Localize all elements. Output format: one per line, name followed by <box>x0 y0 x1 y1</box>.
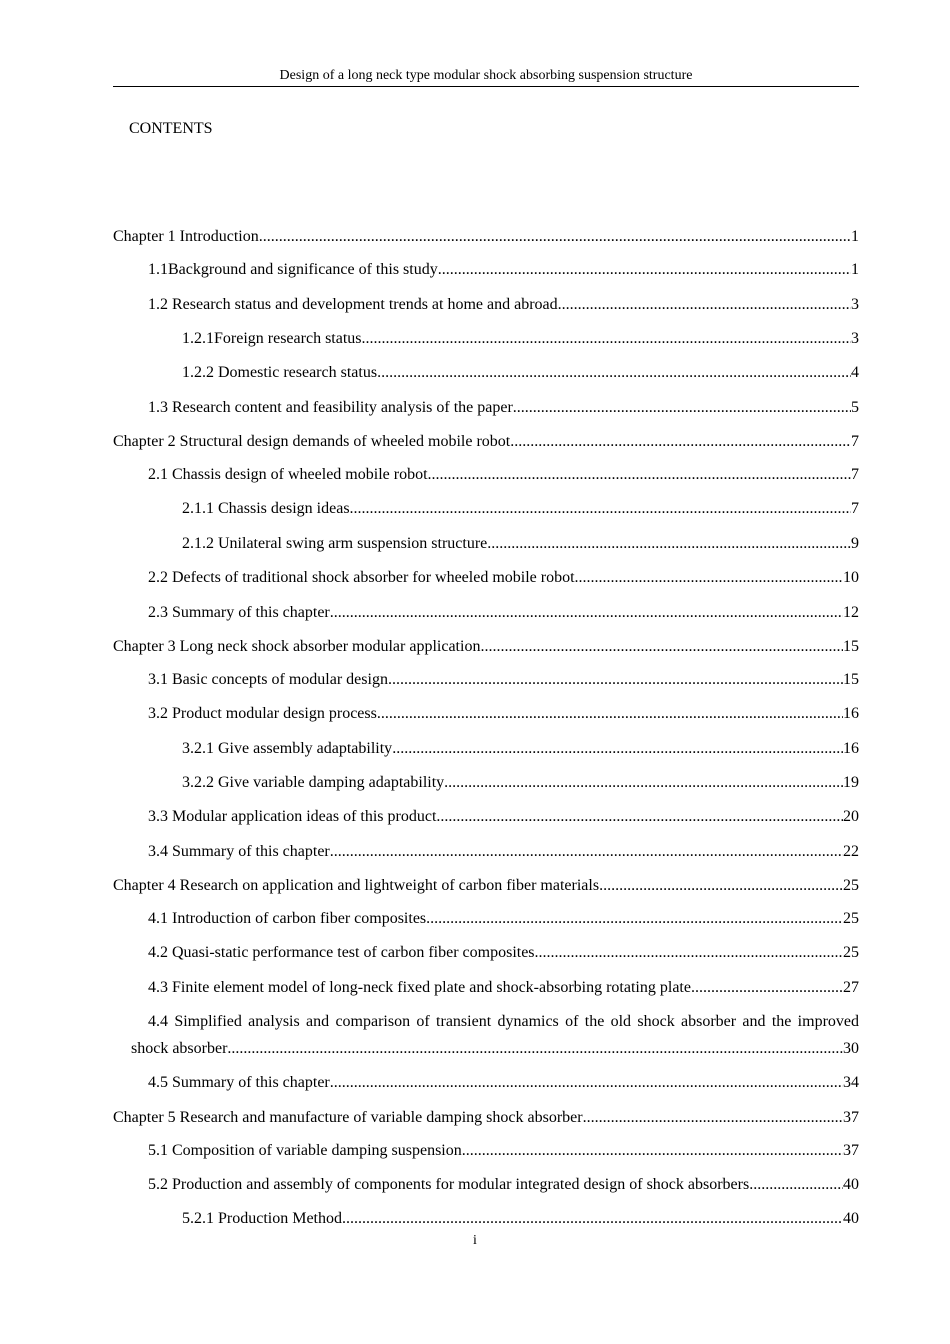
page-number: i <box>473 1233 477 1248</box>
toc-page-number: 25 <box>843 877 859 894</box>
toc-page-number: 19 <box>843 774 859 791</box>
toc-section-entry[interactable] <box>148 978 859 998</box>
dot-leader <box>480 637 843 657</box>
toc-section-entry[interactable] <box>148 704 859 724</box>
toc-chapter-entry[interactable] <box>113 1108 859 1128</box>
toc-page-number: 12 <box>843 604 859 621</box>
dot-leader <box>513 398 851 418</box>
toc-chapter-entry[interactable] <box>113 227 859 247</box>
dot-leader <box>558 295 851 315</box>
toc-page-number: 4 <box>851 364 859 381</box>
toc-section-entry[interactable] <box>148 398 859 418</box>
toc-section-entry[interactable] <box>148 568 859 588</box>
toc-entry-title: 3.3 Modular application ideas of this product <box>148 808 437 825</box>
toc-entry-title-continued <box>131 1035 859 1062</box>
toc-entry-title: 3.1 Basic concepts of modular design <box>148 671 388 688</box>
dot-leader <box>392 739 843 759</box>
toc-page-number: 37 <box>843 1142 859 1159</box>
toc-entry-title: 3.2.1 Give assembly adaptability <box>182 740 393 757</box>
toc-page-number: 7 <box>851 433 859 450</box>
toc-entry-title: 1.2.2 Domestic research status <box>182 364 378 381</box>
dot-leader <box>749 1175 843 1195</box>
toc-entry-title-line2: shock absorber <box>131 1040 228 1057</box>
dot-leader <box>535 943 843 963</box>
toc-page-number: 20 <box>843 808 859 825</box>
toc-section-entry[interactable] <box>148 1073 859 1093</box>
toc-subsection-entry[interactable] <box>182 773 859 793</box>
toc-page-number: 10 <box>843 569 859 586</box>
toc-entry-title: 2.3 Summary of this chapter <box>148 604 330 621</box>
toc-section-entry[interactable] <box>148 909 859 929</box>
dot-leader <box>599 876 843 896</box>
toc-page-number: 3 <box>851 330 859 347</box>
toc-page-number: 7 <box>851 500 859 517</box>
toc-page-number: 7 <box>851 466 859 483</box>
toc-entry-title: 2.1 Chassis design of wheeled mobile robot <box>148 466 428 483</box>
toc-subsection-entry[interactable] <box>182 534 859 554</box>
toc-section-entry[interactable] <box>148 670 859 690</box>
toc-subsection-entry[interactable] <box>182 363 859 383</box>
toc-section-entry[interactable] <box>148 1175 859 1195</box>
toc-entry-title: 4.5 Summary of this chapter <box>148 1074 330 1091</box>
toc-page-number: 40 <box>843 1210 859 1227</box>
dot-leader <box>227 1035 843 1062</box>
toc-section-entry[interactable] <box>148 842 859 862</box>
toc-subsection-entry[interactable] <box>182 329 859 349</box>
toc-entry-title: 3.2.2 Give variable damping adaptability <box>182 774 445 791</box>
toc-page-number: 15 <box>843 638 859 655</box>
toc-section-entry[interactable] <box>148 260 859 280</box>
toc-entry-title: 4.3 Finite element model of long-neck fixed plate and shock-absorbing rotating plate <box>148 979 691 996</box>
contents-title: CONTENTS <box>129 120 213 137</box>
dot-leader <box>691 978 843 998</box>
toc-page-number: 25 <box>843 944 859 961</box>
toc-page-number: 3 <box>851 296 859 313</box>
dot-leader <box>583 1108 843 1128</box>
toc-section-entry[interactable] <box>148 807 859 827</box>
toc-entry-title: 3.4 Summary of this chapter <box>148 843 330 860</box>
dot-leader <box>362 329 851 349</box>
toc-entry[interactable] <box>131 1008 859 1062</box>
toc-page-number: 34 <box>843 1074 859 1091</box>
toc-chapter-entry[interactable] <box>113 637 859 657</box>
toc-page-number: 1 <box>851 228 859 245</box>
dot-leader <box>388 670 843 690</box>
toc-page-number: 22 <box>843 843 859 860</box>
toc-entry-title: 1.2 Research status and development trends at home and abroad <box>148 296 558 313</box>
dot-leader <box>330 1073 843 1093</box>
toc-page-number: 27 <box>843 979 859 996</box>
dot-leader <box>377 704 843 724</box>
toc-entry-title: 1.1Background and significance of this study <box>148 261 438 278</box>
toc-section-entry[interactable] <box>148 603 859 623</box>
dot-leader <box>462 1141 843 1161</box>
toc-entry-title: 4.2 Quasi-static performance test of carbon fiber composites <box>148 944 535 961</box>
toc-chapter-entry[interactable] <box>113 876 859 896</box>
toc-section-entry[interactable] <box>148 1141 859 1161</box>
toc-page-number: 16 <box>843 740 859 757</box>
toc-entry-title: 5.1 Composition of variable damping suspension <box>148 1142 462 1159</box>
dot-leader <box>377 363 851 383</box>
toc-entry-title: Chapter 1 Introduction <box>113 228 259 245</box>
toc-page-number: 15 <box>843 671 859 688</box>
dot-leader <box>444 773 843 793</box>
toc-chapter-entry[interactable] <box>113 432 859 452</box>
dot-leader <box>330 603 843 623</box>
toc-entry-title: 4.1 Introduction of carbon fiber composites <box>148 910 427 927</box>
toc-subsection-entry[interactable] <box>182 1209 859 1229</box>
toc-entry-title: 2.2 Defects of traditional shock absorber for wheeled mobile robot <box>148 569 575 586</box>
toc-subsection-entry[interactable] <box>182 739 859 759</box>
toc-page-number: 30 <box>843 1040 859 1057</box>
toc-page-number: 5 <box>851 399 859 416</box>
dot-leader <box>259 227 851 247</box>
toc-entry-title: Chapter 3 Long neck shock absorber modular application <box>113 638 481 655</box>
dot-leader <box>330 842 843 862</box>
toc-entry-title: 2.1.1 Chassis design ideas <box>182 500 350 517</box>
toc-page-number: 9 <box>851 535 859 552</box>
running-header: Design of a long neck type modular shock absorbing suspension structure <box>113 67 859 87</box>
dot-leader <box>487 534 851 554</box>
toc-section-entry[interactable] <box>148 295 859 315</box>
toc-page-number: 25 <box>843 910 859 927</box>
dot-leader <box>438 260 851 280</box>
dot-leader <box>428 465 851 485</box>
toc-page-number: 37 <box>843 1109 859 1126</box>
dot-leader <box>350 499 851 519</box>
toc-entry-title: 5.2 Production and assembly of components for modular integrated design of shock absorbers <box>148 1176 750 1193</box>
toc-entry-title: 4.4 Simplified analysis and comparison of transient dynamics of the old shock absorber and the improved <box>148 1013 859 1030</box>
dot-leader <box>436 807 843 827</box>
toc-section-entry[interactable] <box>148 465 859 485</box>
dot-leader <box>510 432 851 452</box>
toc-entry-title: 1.2.1Foreign research status <box>182 330 362 347</box>
toc-entry-title: 2.1.2 Unilateral swing arm suspension structure <box>182 535 488 552</box>
toc-page-number: 16 <box>843 705 859 722</box>
toc-entry-title: Chapter 5 Research and manufacture of variable damping shock absorber <box>113 1109 583 1126</box>
toc-section-entry[interactable] <box>148 943 859 963</box>
toc-subsection-entry[interactable] <box>182 499 859 519</box>
toc-entry-title: Chapter 2 Structural design demands of wheeled mobile robot <box>113 433 511 450</box>
dot-leader <box>426 909 843 929</box>
toc-entry-title: Chapter 4 Research on application and lightweight of carbon fiber materials <box>113 877 600 894</box>
toc-entry-title: 5.2.1 Production Method <box>182 1210 342 1227</box>
toc-entry-title: 3.2 Product modular design process <box>148 705 377 722</box>
toc-page-number: 1 <box>851 261 859 278</box>
toc-entry-title: 1.3 Research content and feasibility analysis of the paper <box>148 399 513 416</box>
dot-leader <box>342 1209 843 1229</box>
dot-leader <box>575 568 843 588</box>
toc-page-number: 40 <box>843 1176 859 1193</box>
